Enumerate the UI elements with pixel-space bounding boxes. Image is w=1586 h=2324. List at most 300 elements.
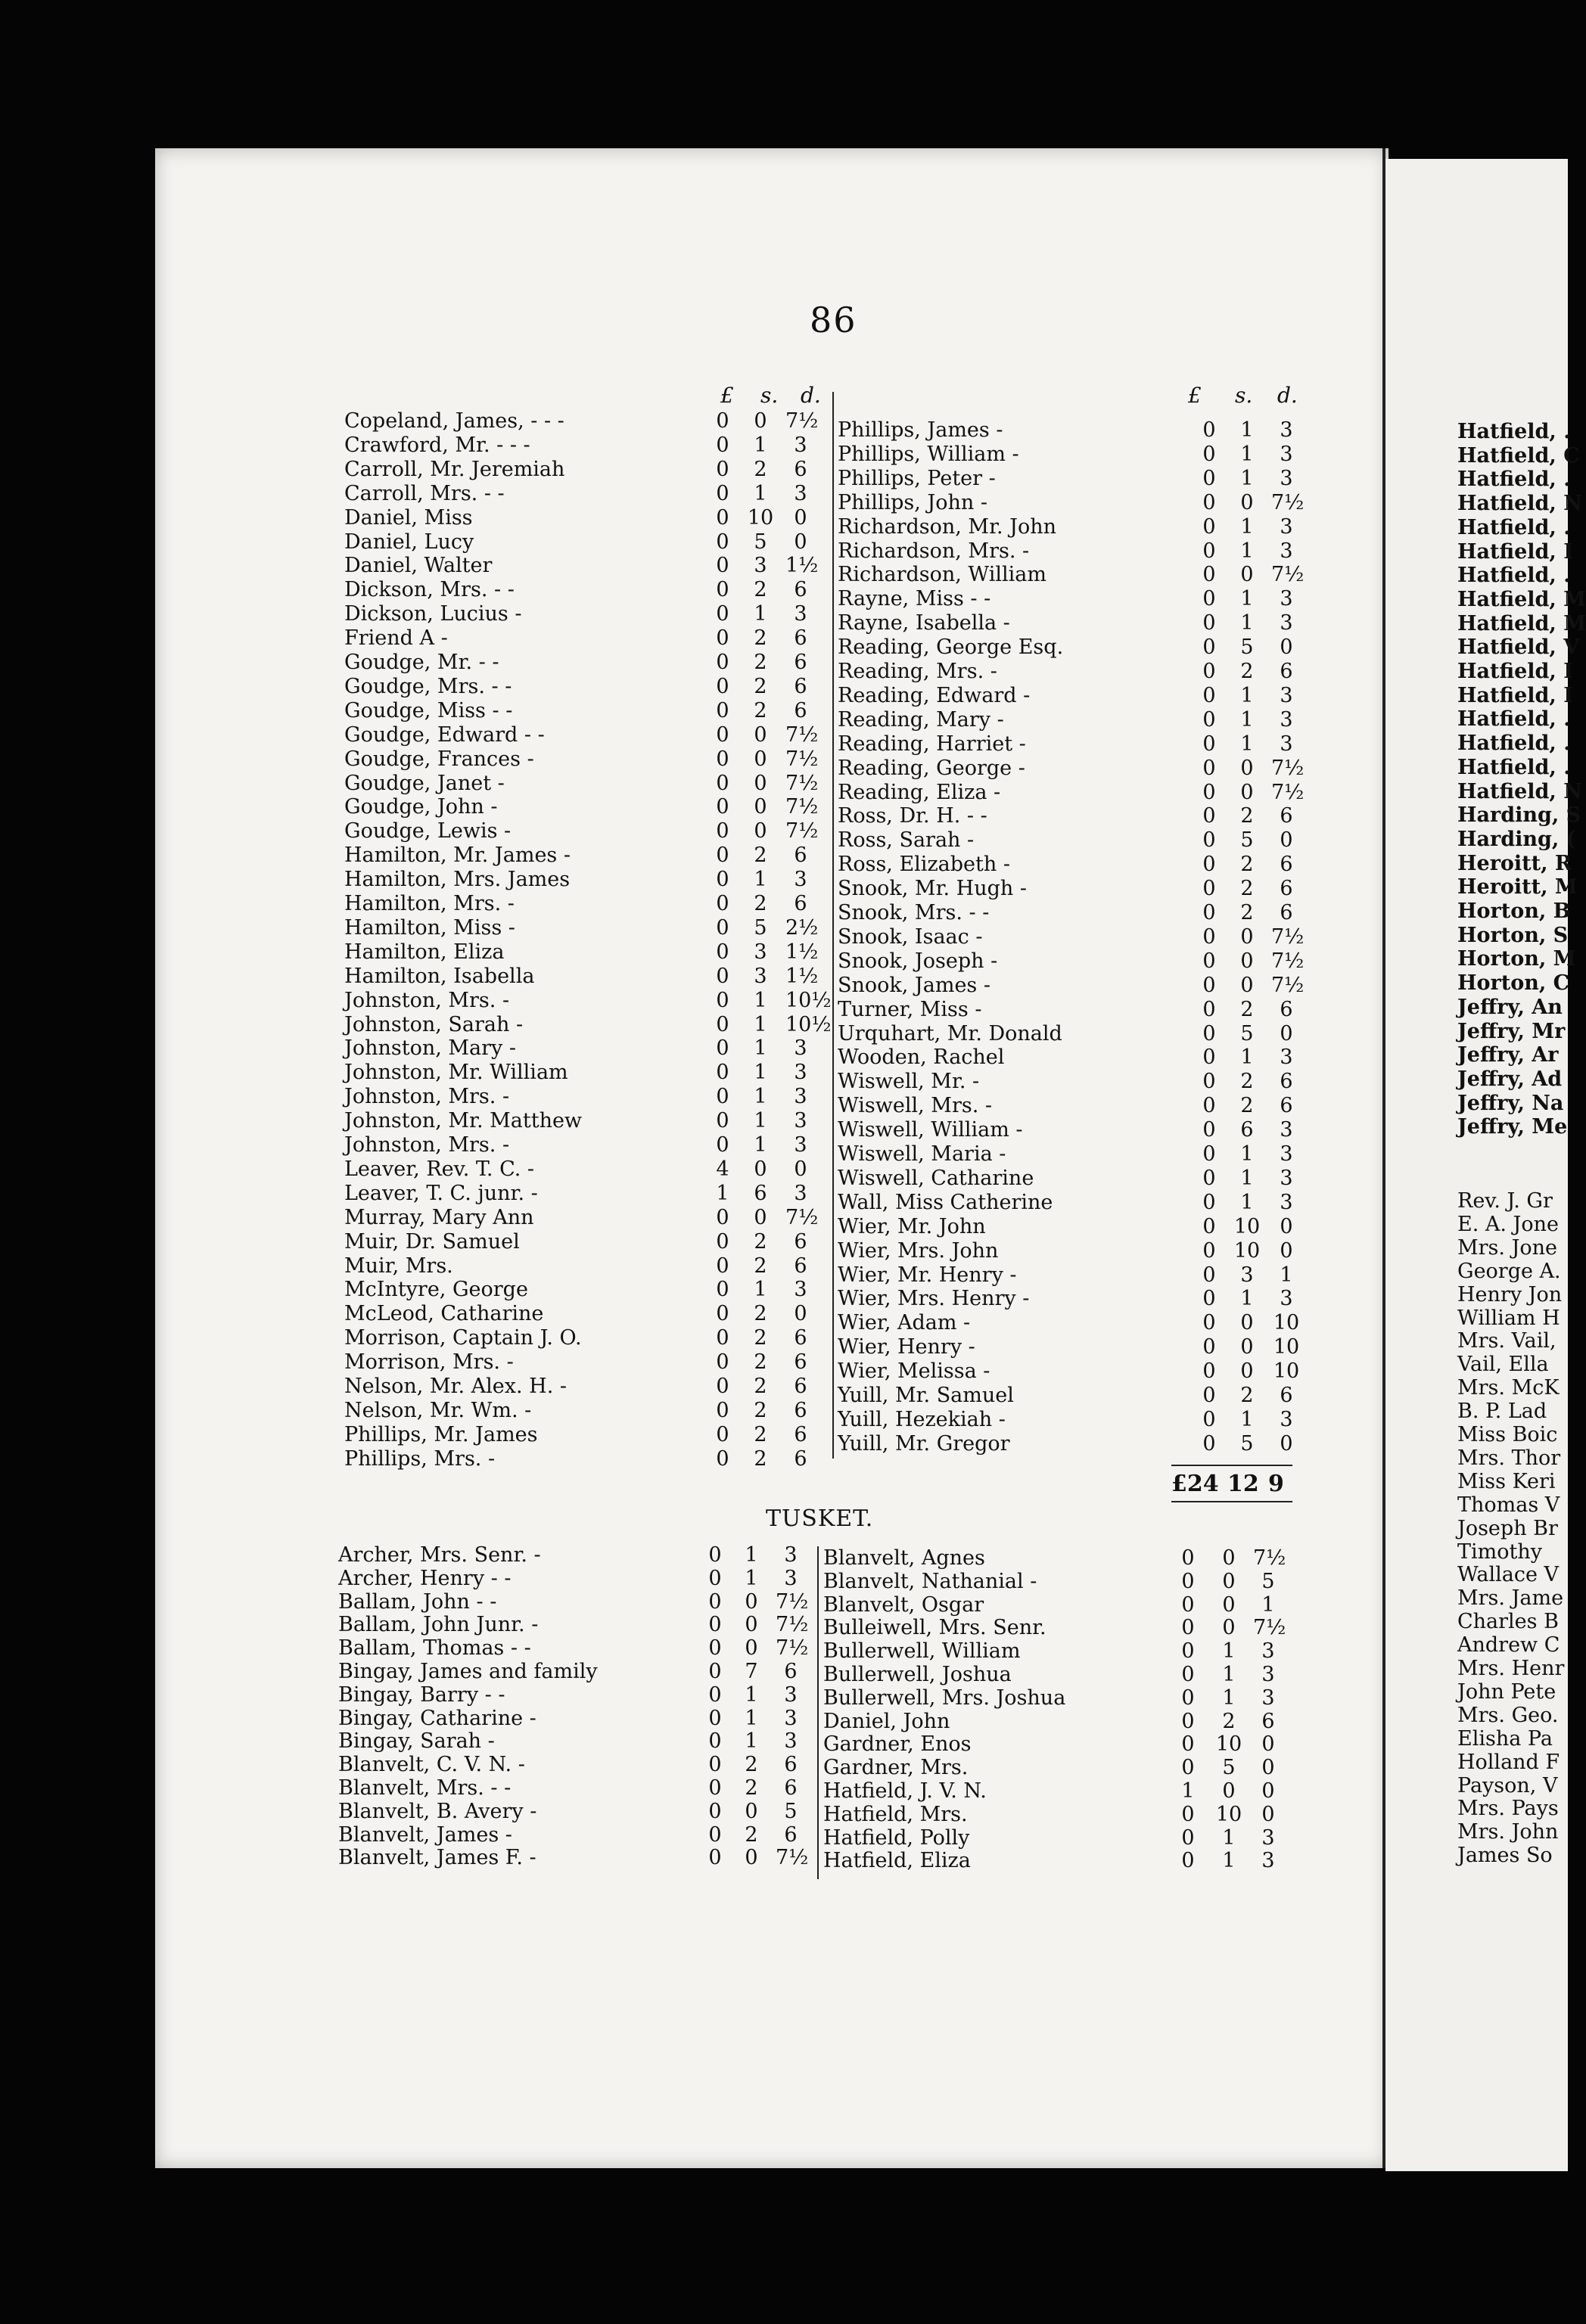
amount-shillings: 0 bbox=[745, 1636, 758, 1661]
next-page-fragment: Hatfield, V bbox=[1457, 635, 1580, 660]
ledger-row bbox=[0, 1849, 1362, 1873]
subscriber-name: Daniel, Walter bbox=[344, 554, 493, 578]
amount-pence: 3 bbox=[1280, 418, 1293, 442]
amount-pounds: 0 bbox=[716, 578, 729, 602]
amount-pounds: 0 bbox=[1202, 490, 1216, 514]
amount-shillings: 2 bbox=[1240, 1384, 1254, 1407]
amount-pounds: 0 bbox=[1202, 877, 1216, 901]
amount-shillings: 0 bbox=[1240, 949, 1254, 973]
amount-pounds: 0 bbox=[1181, 1592, 1195, 1617]
amount-pence: 6 bbox=[794, 578, 807, 602]
amount-shillings: 1 bbox=[745, 1543, 758, 1567]
amount-shillings: 1 bbox=[754, 1085, 767, 1109]
amount-shillings: 1 bbox=[1240, 1190, 1254, 1214]
ledger-row bbox=[0, 1546, 1362, 1571]
amount-shillings: 2 bbox=[754, 1446, 767, 1471]
ledger-row bbox=[0, 757, 1362, 781]
subscriber-name: Copeland, James, - - - bbox=[344, 409, 564, 433]
ledger-row bbox=[0, 587, 1362, 611]
subscriber-name: Hatfield, Eliza bbox=[823, 1849, 971, 1873]
next-page-fragment: Hatfield, I bbox=[1457, 660, 1573, 683]
amount-pounds: 0 bbox=[708, 1682, 722, 1707]
ledger-row bbox=[0, 1779, 1362, 1804]
amount-shillings: 1 bbox=[745, 1729, 758, 1754]
amount-pounds: 0 bbox=[1202, 587, 1216, 611]
amount-pounds: 0 bbox=[716, 1350, 729, 1375]
total-shillings: 12 bbox=[1227, 1471, 1259, 1497]
subscriber-name: Wier, Melissa - bbox=[838, 1359, 990, 1384]
subscriber-name: Nelson, Mr. Wm. - bbox=[344, 1398, 532, 1422]
ledger-row bbox=[0, 708, 1362, 732]
ledger-row bbox=[0, 1094, 1362, 1118]
amount-shillings: 1 bbox=[754, 1278, 767, 1302]
amount-pounds: 0 bbox=[1202, 418, 1216, 442]
amount-pence: 5 bbox=[1261, 1569, 1275, 1593]
amount-shillings: 2 bbox=[1240, 997, 1254, 1021]
amount-shillings: 1 bbox=[754, 1109, 767, 1133]
subscriber-name: Dickson, Lucius - bbox=[344, 602, 522, 626]
amount-shillings: 2 bbox=[754, 578, 767, 602]
ledger-row bbox=[0, 1263, 1362, 1288]
subscriber-name: Phillips, John - bbox=[838, 490, 987, 514]
subscriber-name: Blanvelt, James F. - bbox=[338, 1846, 536, 1870]
amount-pounds: 0 bbox=[716, 457, 729, 481]
amount-pence: 3 bbox=[1280, 442, 1293, 466]
amount-pounds: 0 bbox=[1202, 949, 1216, 973]
ledger-row bbox=[0, 1710, 1362, 1734]
subscriber-name: Johnston, Mrs. - bbox=[344, 1085, 510, 1109]
amount-pence: 6 bbox=[1280, 1070, 1293, 1094]
section-title-tusket: TUSKET. bbox=[766, 1505, 874, 1532]
subscriber-name: Hatfield, Mrs. bbox=[823, 1802, 968, 1826]
subscriber-name: Carroll, Mr. Jeremiah bbox=[344, 457, 565, 481]
subscriber-name: Ballam, John - - bbox=[338, 1589, 497, 1614]
subscriber-name: Blanvelt, B. Avery - bbox=[338, 1799, 537, 1823]
subscriber-name: Johnston, Mary - bbox=[344, 1036, 516, 1061]
amount-pounds: 0 bbox=[716, 1422, 729, 1446]
ledger-row bbox=[0, 1022, 1362, 1046]
amount-pence: 7½ bbox=[776, 1636, 809, 1661]
amount-pence: 7½ bbox=[1271, 490, 1305, 514]
amount-pence: 6 bbox=[784, 1660, 798, 1683]
amount-pence: 6 bbox=[794, 1350, 807, 1375]
subscriber-name: Reading, George - bbox=[838, 756, 1025, 780]
amount-shillings: 1 bbox=[1222, 1849, 1236, 1873]
amount-shillings: 7 bbox=[745, 1660, 758, 1683]
amount-shillings: 5 bbox=[1240, 1431, 1254, 1456]
amount-shillings: 1 bbox=[754, 433, 767, 457]
amount-pounds: 0 bbox=[708, 1636, 722, 1661]
amount-pence: 0 bbox=[1280, 828, 1293, 853]
amount-pence: 3 bbox=[794, 868, 807, 892]
amount-pence: 10 bbox=[1273, 1311, 1300, 1335]
amount-shillings: 0 bbox=[754, 819, 767, 844]
subscriber-name: Bingay, Catharine - bbox=[338, 1706, 536, 1730]
amount-shillings: 0 bbox=[1240, 756, 1254, 780]
ledger-row bbox=[0, 1239, 1362, 1263]
next-page-fragment: John Pete bbox=[1457, 1679, 1556, 1704]
amount-pence: 3 bbox=[1280, 1166, 1293, 1190]
amount-pounds: 0 bbox=[1202, 635, 1216, 660]
amount-pounds: 0 bbox=[1202, 1021, 1216, 1045]
amount-pounds: 0 bbox=[716, 771, 729, 795]
subscriber-name: Reading, Mary - bbox=[838, 707, 1004, 732]
subscriber-name: Bullerwell, Joshua bbox=[823, 1663, 1012, 1686]
ledger-row bbox=[0, 418, 1362, 443]
amount-pence: 5 bbox=[784, 1799, 798, 1823]
next-page-fragment: Thomas V bbox=[1457, 1493, 1560, 1517]
amount-shillings: 1 bbox=[754, 1133, 767, 1157]
ledger-row bbox=[0, 998, 1362, 1022]
subscriber-name: Phillips, Mr. James bbox=[344, 1422, 538, 1446]
amount-shillings: 2 bbox=[1240, 853, 1254, 877]
subscriber-name: Snook, Mrs. - - bbox=[838, 901, 990, 924]
header-shillings-left: s. bbox=[760, 383, 779, 408]
amount-pence: 3 bbox=[794, 1085, 807, 1109]
amount-pence: 7½ bbox=[785, 795, 819, 819]
subscriber-name: Goudge, Mr. - - bbox=[344, 651, 499, 674]
amount-pounds: 0 bbox=[1202, 997, 1216, 1021]
amount-pence: 7½ bbox=[785, 771, 819, 795]
subscriber-name: Johnston, Mrs. - bbox=[344, 988, 510, 1012]
right-page-fragment bbox=[1385, 159, 1586, 2171]
amount-shillings: 2 bbox=[1240, 1070, 1254, 1094]
amount-pence: 6 bbox=[1280, 877, 1293, 901]
subscriber-name: Gardner, Enos bbox=[823, 1732, 972, 1757]
amount-shillings: 1 bbox=[754, 1036, 767, 1061]
amount-shillings: 2 bbox=[754, 1302, 767, 1326]
ledger-row bbox=[0, 491, 1362, 515]
header-pence-left: d. bbox=[801, 383, 821, 408]
amount-pounds: 0 bbox=[708, 1822, 722, 1847]
ledger-row bbox=[0, 1408, 1362, 1432]
subscriber-name: McLeod, Catharine bbox=[344, 1302, 544, 1326]
subscriber-name: Archer, Mrs. Senr. - bbox=[338, 1543, 541, 1567]
amount-shillings: 3 bbox=[754, 554, 767, 578]
subscriber-name: Daniel, Miss bbox=[344, 505, 473, 530]
amount-pounds: 0 bbox=[716, 795, 729, 819]
ledger-row bbox=[0, 1756, 1362, 1780]
next-page-fragment: Hatfield, N bbox=[1457, 492, 1582, 516]
amount-pence: 6 bbox=[794, 1422, 807, 1446]
amount-pounds: 0 bbox=[1181, 1849, 1195, 1873]
amount-pence: 3 bbox=[1261, 1825, 1275, 1850]
amount-shillings: 1 bbox=[1222, 1825, 1236, 1850]
subscriber-name: Johnston, Sarah - bbox=[344, 1012, 524, 1036]
subscriber-name: Ross, Elizabeth - bbox=[838, 853, 1010, 877]
subscriber-name: Wiswell, Catharine bbox=[838, 1166, 1034, 1190]
ledger-row bbox=[0, 1432, 1362, 1456]
amount-shillings: 5 bbox=[1240, 635, 1254, 660]
next-page-fragment: Jeffry, Na bbox=[1457, 1091, 1564, 1115]
subscriber-name: Phillips, James - bbox=[838, 418, 1003, 442]
subscriber-name: Bullerwell, William bbox=[823, 1639, 1021, 1664]
amount-pounds: 0 bbox=[716, 722, 729, 747]
amount-shillings: 2 bbox=[745, 1753, 758, 1777]
amount-shillings: 0 bbox=[1240, 1311, 1254, 1335]
subscriber-name: Dickson, Mrs. - - bbox=[344, 578, 515, 602]
amount-shillings: 10 bbox=[747, 505, 774, 530]
amount-pence: 0 bbox=[794, 1157, 807, 1181]
next-page-fragment: Charles B bbox=[1457, 1610, 1559, 1634]
amount-pounds: 0 bbox=[708, 1799, 722, 1823]
subscriber-name: Ross, Sarah - bbox=[838, 828, 975, 853]
subscriber-name: Hamilton, Mrs. James bbox=[344, 868, 571, 892]
next-page-fragment: George A. bbox=[1457, 1259, 1561, 1283]
amount-pence: 3 bbox=[1280, 611, 1293, 635]
subscriber-name: Goudge, Miss - - bbox=[344, 698, 513, 722]
amount-pence: 6 bbox=[794, 1398, 807, 1422]
amount-pounds: 0 bbox=[708, 1846, 722, 1870]
amount-pence: 6 bbox=[784, 1776, 798, 1800]
amount-pounds: 0 bbox=[1202, 973, 1216, 997]
subscriber-name: Gardner, Mrs. bbox=[823, 1756, 969, 1780]
amount-pence: 3 bbox=[784, 1682, 798, 1707]
subscriber-name: Hamilton, Isabella bbox=[344, 964, 535, 988]
next-page-fragment: Jeffry, Mr bbox=[1457, 1019, 1566, 1043]
amount-shillings: 0 bbox=[1240, 563, 1254, 587]
amount-shillings: 2 bbox=[754, 844, 767, 868]
amount-shillings: 1 bbox=[1222, 1686, 1236, 1710]
amount-pence: 6 bbox=[794, 674, 807, 698]
subscriber-name: Goudge, John - bbox=[344, 795, 498, 819]
amount-pence: 3 bbox=[1280, 587, 1293, 611]
ledger-row bbox=[0, 1686, 1362, 1710]
subscriber-name: Blanvelt, Osgar bbox=[823, 1592, 984, 1617]
next-page-fragment: Hatfield, . bbox=[1457, 755, 1571, 779]
amount-pounds: 0 bbox=[716, 433, 729, 457]
amount-pounds: 0 bbox=[708, 1753, 722, 1777]
subscriber-name: McIntyre, George bbox=[344, 1278, 528, 1302]
amount-shillings: 3 bbox=[1240, 1263, 1254, 1287]
subscriber-name: Ballam, John Junr. - bbox=[338, 1613, 539, 1637]
subscriber-name: Hamilton, Mr. James - bbox=[344, 844, 571, 868]
subscriber-name: Daniel, John bbox=[823, 1709, 950, 1733]
amount-pence: 7½ bbox=[785, 819, 819, 844]
amount-shillings: 10 bbox=[1233, 1238, 1261, 1263]
amount-pounds: 0 bbox=[1202, 1118, 1216, 1142]
amount-shillings: 2 bbox=[754, 1254, 767, 1278]
subscriber-name: Blanvelt, Agnes bbox=[823, 1546, 985, 1570]
next-page-fragment: Holland F bbox=[1457, 1750, 1560, 1774]
subscriber-name: Richardson, William bbox=[838, 563, 1046, 587]
amount-pounds: 0 bbox=[716, 481, 729, 505]
amount-shillings: 2 bbox=[745, 1776, 758, 1800]
amount-shillings: 1 bbox=[754, 1012, 767, 1036]
amount-pence: 3 bbox=[1280, 539, 1293, 563]
subscriber-name: Wier, Mrs. John bbox=[838, 1238, 999, 1263]
amount-pence: 3 bbox=[1280, 1142, 1293, 1166]
amount-shillings: 0 bbox=[745, 1613, 758, 1637]
amount-pence: 10 bbox=[1273, 1335, 1300, 1359]
amount-shillings: 1 bbox=[1240, 466, 1254, 490]
ledger-row bbox=[0, 1311, 1362, 1335]
ledger-row bbox=[0, 1142, 1362, 1167]
amount-pence: 6 bbox=[784, 1822, 798, 1847]
subscriber-name: Muir, Dr. Samuel bbox=[344, 1229, 520, 1254]
subscriber-name: Goudge, Frances - bbox=[344, 747, 534, 771]
next-page-fragment: Miss Boic bbox=[1457, 1423, 1558, 1446]
amount-pounds: 0 bbox=[708, 1543, 722, 1567]
amount-pounds: 0 bbox=[716, 1375, 729, 1398]
next-page-fragment: Harding, S bbox=[1457, 803, 1581, 828]
subscriber-name: Reading, Eliza - bbox=[838, 780, 1001, 804]
amount-pence: 3 bbox=[784, 1543, 798, 1567]
next-page-fragment: Mrs. John bbox=[1457, 1820, 1559, 1844]
ledger-row bbox=[0, 901, 1362, 925]
subscriber-name: Phillips, Mrs. - bbox=[344, 1446, 496, 1471]
ledger-row bbox=[0, 1070, 1362, 1094]
amount-shillings: 1 bbox=[754, 988, 767, 1012]
amount-pounds: 0 bbox=[716, 1326, 729, 1350]
ledger-row bbox=[0, 925, 1362, 949]
amount-pence: 3 bbox=[1261, 1639, 1275, 1664]
subscriber-name: Friend A - bbox=[344, 626, 448, 651]
amount-shillings: 1 bbox=[1240, 539, 1254, 563]
amount-shillings: 1 bbox=[1240, 1407, 1254, 1431]
amount-shillings: 2 bbox=[754, 1229, 767, 1254]
amount-shillings: 1 bbox=[754, 868, 767, 892]
amount-pounds: 0 bbox=[1181, 1616, 1195, 1640]
next-page-fragment: Harding, ( bbox=[1457, 827, 1576, 851]
amount-pence: 3 bbox=[1280, 1118, 1293, 1142]
amount-pounds: 0 bbox=[708, 1589, 722, 1614]
subscriber-name: Reading, George Esq. bbox=[838, 635, 1064, 660]
amount-pence: 0 bbox=[1261, 1802, 1275, 1826]
subscriber-name: Wier, Adam - bbox=[838, 1311, 971, 1335]
next-page-fragment: Hatfield, . bbox=[1457, 468, 1571, 492]
amount-pence: 6 bbox=[794, 844, 807, 868]
amount-shillings: 0 bbox=[754, 771, 767, 795]
amount-pence: 3 bbox=[794, 433, 807, 457]
amount-pence: 3 bbox=[1280, 1045, 1293, 1070]
amount-pence: 7½ bbox=[1271, 563, 1305, 587]
amount-pence: 6 bbox=[1280, 901, 1293, 924]
amount-pence: 3 bbox=[1280, 1287, 1293, 1311]
amount-pence: 6 bbox=[794, 1446, 807, 1471]
next-page-fragment: Jeffry, An bbox=[1457, 995, 1563, 1019]
amount-shillings: 1 bbox=[1240, 1045, 1254, 1070]
amount-pence: 6 bbox=[794, 1229, 807, 1254]
subscriber-name: Hamilton, Miss - bbox=[344, 915, 515, 940]
amount-shillings: 2 bbox=[1240, 804, 1254, 828]
amount-pounds: 0 bbox=[716, 698, 729, 722]
subscriber-name: Wiswell, Mr. - bbox=[838, 1070, 980, 1094]
subscriber-name: Wiswell, William - bbox=[838, 1118, 1023, 1142]
amount-pounds: 0 bbox=[716, 964, 729, 988]
amount-pounds: 0 bbox=[708, 1660, 722, 1683]
amount-pence: 6 bbox=[1280, 1094, 1293, 1118]
amount-shillings: 2 bbox=[754, 626, 767, 651]
amount-pence: 1 bbox=[1280, 1263, 1293, 1287]
subscriber-name: Snook, James - bbox=[838, 973, 990, 997]
subscriber-name: Wier, Mr. John bbox=[838, 1214, 986, 1238]
amount-shillings: 1 bbox=[745, 1566, 758, 1590]
amount-pence: 0 bbox=[1261, 1732, 1275, 1757]
next-page-fragment: William H bbox=[1457, 1306, 1560, 1330]
amount-pence: 2½ bbox=[785, 915, 819, 940]
ledger-row bbox=[0, 660, 1362, 684]
amount-pence: 3 bbox=[784, 1706, 798, 1730]
next-page-fragment: Hatfield, M bbox=[1457, 611, 1586, 635]
next-page-fragment: Hatfield, N bbox=[1457, 779, 1582, 803]
amount-pounds: 0 bbox=[1202, 1359, 1216, 1384]
amount-pence: 3 bbox=[794, 1278, 807, 1302]
amount-pounds: 0 bbox=[716, 626, 729, 651]
amount-shillings: 0 bbox=[1240, 1359, 1254, 1384]
amount-pence: 0 bbox=[794, 1302, 807, 1326]
amount-shillings: 0 bbox=[754, 795, 767, 819]
next-page-fragment: Hatfield, I bbox=[1457, 683, 1573, 707]
subscriber-name: Yuill, Hezekiah - bbox=[838, 1407, 1006, 1431]
subscriber-name: Richardson, Mrs. - bbox=[838, 539, 1030, 563]
amount-pounds: 0 bbox=[716, 819, 729, 844]
amount-pounds: 0 bbox=[716, 1278, 729, 1302]
subscriber-name: Rayne, Miss - - bbox=[838, 587, 991, 611]
amount-shillings: 2 bbox=[754, 1375, 767, 1398]
subscriber-name: Johnston, Mr. William bbox=[344, 1061, 568, 1085]
amount-shillings: 2 bbox=[754, 1350, 767, 1375]
amount-shillings: 2 bbox=[754, 457, 767, 481]
amount-pounds: 0 bbox=[708, 1729, 722, 1754]
amount-pounds: 0 bbox=[716, 674, 729, 698]
amount-pounds: 0 bbox=[716, 1302, 729, 1326]
subscriber-name: Bullerwell, Mrs. Joshua bbox=[823, 1686, 1066, 1710]
amount-shillings: 6 bbox=[1240, 1118, 1254, 1142]
next-page-fragment: James So bbox=[1457, 1844, 1553, 1868]
subscriber-name: Hatfield, Polly bbox=[823, 1825, 970, 1850]
amount-pence: 3 bbox=[1261, 1849, 1275, 1873]
amount-pounds: 0 bbox=[1202, 683, 1216, 707]
ledger-row bbox=[0, 1593, 1362, 1617]
next-page-fragment: Hatfield, . bbox=[1457, 732, 1571, 756]
amount-pence: 7½ bbox=[1271, 780, 1305, 804]
amount-pounds: 0 bbox=[716, 1205, 729, 1229]
amount-pounds: 0 bbox=[716, 1012, 729, 1036]
amount-shillings: 1 bbox=[754, 602, 767, 626]
ledger-row bbox=[0, 1803, 1362, 1827]
amount-shillings: 1 bbox=[1240, 683, 1254, 707]
amount-pence: 3 bbox=[784, 1566, 798, 1590]
amount-pounds: 0 bbox=[1202, 924, 1216, 949]
amount-shillings: 10 bbox=[1215, 1802, 1242, 1826]
amount-shillings: 1 bbox=[754, 1061, 767, 1085]
next-page-fragment: Hatfield, . bbox=[1457, 564, 1571, 588]
amount-pounds: 0 bbox=[1202, 1263, 1216, 1287]
amount-shillings: 5 bbox=[754, 915, 767, 940]
amount-pence: 6 bbox=[794, 1254, 807, 1278]
ledger-row bbox=[0, 1384, 1362, 1408]
ledger-row bbox=[0, 1191, 1362, 1215]
subscriber-name: Yuill, Mr. Samuel bbox=[838, 1384, 1014, 1407]
amount-pounds: 0 bbox=[1202, 853, 1216, 877]
amount-pence: 6 bbox=[794, 698, 807, 722]
subscriber-name: Morrison, Captain J. O. bbox=[344, 1326, 582, 1350]
amount-shillings: 10 bbox=[1233, 1214, 1261, 1238]
subscriber-name: Morrison, Mrs. - bbox=[344, 1350, 514, 1375]
next-page-fragment: Horton, S bbox=[1457, 923, 1569, 947]
subscriber-name: Goudge, Janet - bbox=[344, 771, 505, 795]
amount-shillings: 0 bbox=[1240, 1335, 1254, 1359]
amount-shillings: 2 bbox=[1240, 1094, 1254, 1118]
ledger-row bbox=[0, 974, 1362, 998]
amount-pounds: 0 bbox=[1181, 1639, 1195, 1664]
amount-pence: 3 bbox=[1280, 707, 1293, 732]
amount-pounds: 0 bbox=[1181, 1709, 1195, 1733]
amount-shillings: 10 bbox=[1215, 1732, 1242, 1757]
amount-shillings: 0 bbox=[1222, 1779, 1236, 1803]
amount-shillings: 1 bbox=[1240, 1287, 1254, 1311]
